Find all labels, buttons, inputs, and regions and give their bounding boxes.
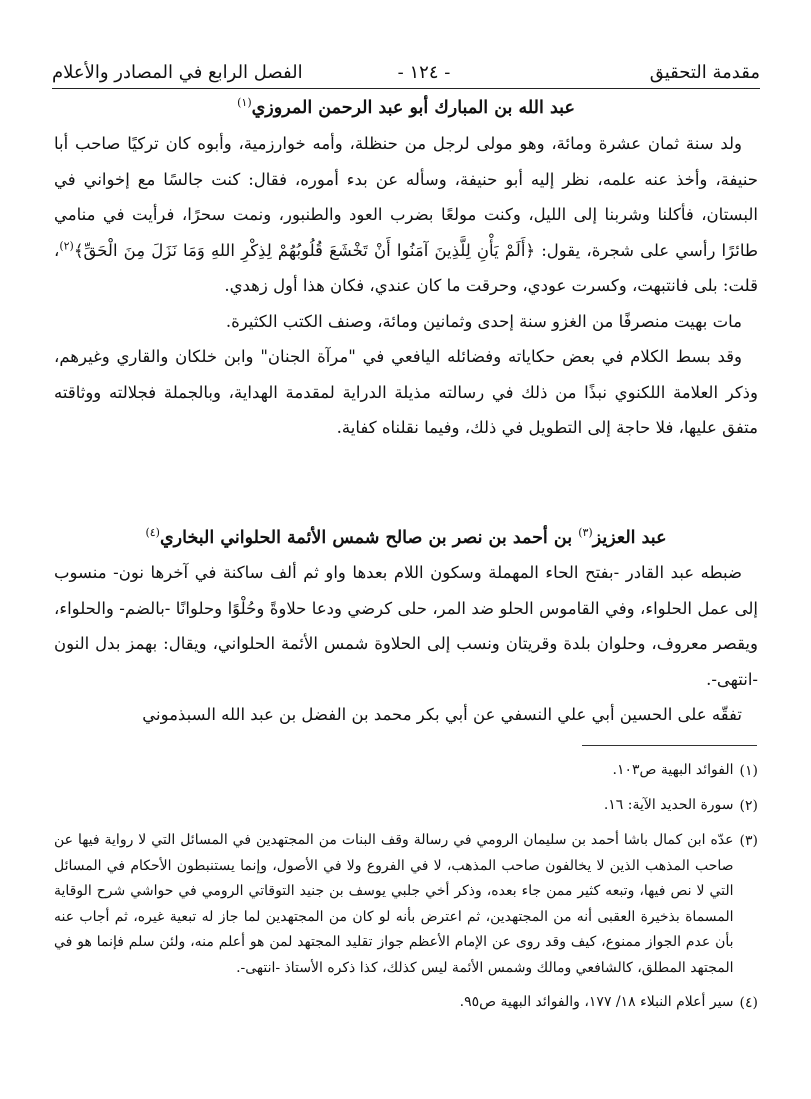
heading-text: عبد الله بن المبارك أبو عبد الرحمن المروزي [251, 98, 575, 118]
paragraph: مات بهيت منصرفًا من الغزو سنة إحدى وثمانين ومائة، وصنف الكتب الكثيرة. [225, 311, 742, 331]
section-heading-al-halwani [54, 522, 758, 554]
footnote-separator [582, 745, 757, 746]
footnote-text: سورة الحديد الآية: ١٦. [603, 797, 734, 813]
paragraph: وقد بسط الكلام في بعض حكاياته وفضائله اليافعي في "مرآة الجنان" وابن خلكان والقاري وغيرهم، وذكر العلامة اللكنوي نبذًا من ذلك في رسالته مذيلة الدراية لمقدمة الهداية، وبالجملة فجلالته ووثاقته متفق عليها، فلا حاجة إلى التطويل في ذلك، وفيما نقلناه كفاية. [54, 347, 758, 437]
paragraph-text-cont: ، قلت: بلى فانتبهت، وكسرت عودي، وحرقت ما كان عندي، فكان هذا أول زهدي. [54, 240, 758, 295]
footnote-ref-1[interactable]: (١) [237, 96, 252, 110]
running-header [52, 58, 760, 88]
footnote-text: عدّه ابن كمال باشا أحمد بن سليمان الرومي في رسالة وقف البنات من المجتهدين في المسائل التي لا رواية فيها عن صاحب المذهب الذين لا يخالفون صاحب المذهب، لا في الفروع ولا في الأصول، وإنما يستنبطون الأحكام في المسائل التي لا نص فيها، وتبعه كثير ممن جاء بعده، وذكر أخي جلبي يوسف بن جنيد التوقاتي الرومي في حواشي شرح الوقاية المسماة بذخيرة العقبى أنه من المجتهدين، ثم اعترض بأنه لو كان من المجتهدين لما جاز له تبعية غيره، ثم أجاب عنه بأن عدم الجواز ممنوع، كيف وقد روى عن الإمام الأعظم جواز تقليد المجتهد لمن هو أعلم منه، ولئن سلم فإنما هو في المجتهد المطلق، كالشافعي ومالك وشمس الأئمة ليس كذلك، كذا ذكره الأستاذ -انتهى-. [54, 832, 734, 976]
footnote-item [54, 758, 758, 784]
paragraph: تفقّه على الحسين أبي علي النسفي عن أبي بكر محمد بن الفضل بن عبد الله السبذموني [142, 705, 742, 724]
header-rule [52, 88, 760, 89]
footnote-text: سير أعلام النبلاء ١٨/ ١٧٧، والفوائد البهية ص٩٥. [459, 994, 734, 1010]
footnote-ref-4[interactable]: (٤) [145, 526, 160, 540]
footnotes [54, 758, 758, 1025]
footnote-number: (٣) [739, 833, 758, 849]
page-number: - ١٢٤ - [397, 62, 451, 83]
footnote-ref-3[interactable]: (٣) [578, 526, 593, 540]
footnote-number: (٢) [739, 798, 758, 814]
footnote-item [54, 990, 758, 1016]
header-book-part: مقدمة التحقيق [649, 62, 760, 83]
heading-text-b: بن أحمد بن نصر بن صالح شمس الأئمة الحلواني البخاري [159, 528, 573, 548]
paragraph-text: ولد سنة ثمان عشرة ومائة، وهو مولى لرجل من حنظلة، وأمه خوارزمية، وأبوه كان تركيًا صاحب أبا حنيفة، وأخذ عنه علمه، نظر إليه أبو حنيفة، وسأله عن بدء أموره، فقال: كنت جالسًا مع إخواني في البستان، فأكلنا وشربنا إلى الليل، وكنت مولعًا بضرب العود والطنبور، ونمت سحرًا، فرأيت في منامي طائرًا رأسي على شجرة، يقول: ﴿أَلَمْ يَأْنِ لِلَّذِينَ آمَنُوا أَنْ تَخْشَعَ قُلُوبُهُمْ لِذِكْرِ اللهِ وَمَا نَزَلَ مِنَ الْحَقِّ﴾ [54, 134, 758, 260]
section-1-body [54, 126, 758, 446]
section-heading-ibn-al-mubarak [54, 92, 758, 124]
footnote-text: الفوائد البهية ص١٠٣. [612, 762, 734, 778]
paragraph [54, 126, 758, 304]
footnote-ref-2[interactable]: (٢) [59, 239, 74, 252]
header-chapter-title: الفصل الرابع في المصادر والأعلام [52, 62, 303, 83]
footnote-item [54, 793, 758, 819]
heading-text-a: عبد العزيز [592, 528, 667, 548]
footnote-number: (٤) [739, 995, 758, 1011]
section-2-body [54, 555, 758, 733]
paragraph: ضبطه عبد القادر -بفتح الحاء المهملة وسكون اللام بعدها واو ثم ألف ساكنة في آخرها نون- منسوب إلى عمل الحلواء، وفي القاموس الحلو ضد المر، حلى كرضي ودعا حلاوةً وحُلْوًا وحلوانًا -بالضم- والحلواء، ويقصر معروف، وحلوان بلدة وقريتان ونسب إلى الحلاوة شمس الأئمة الحلواني، ويقال: بهمز بدل النون -انتهى-. [54, 563, 758, 689]
footnote-number: (١) [739, 763, 758, 779]
footnote-item [54, 828, 758, 981]
